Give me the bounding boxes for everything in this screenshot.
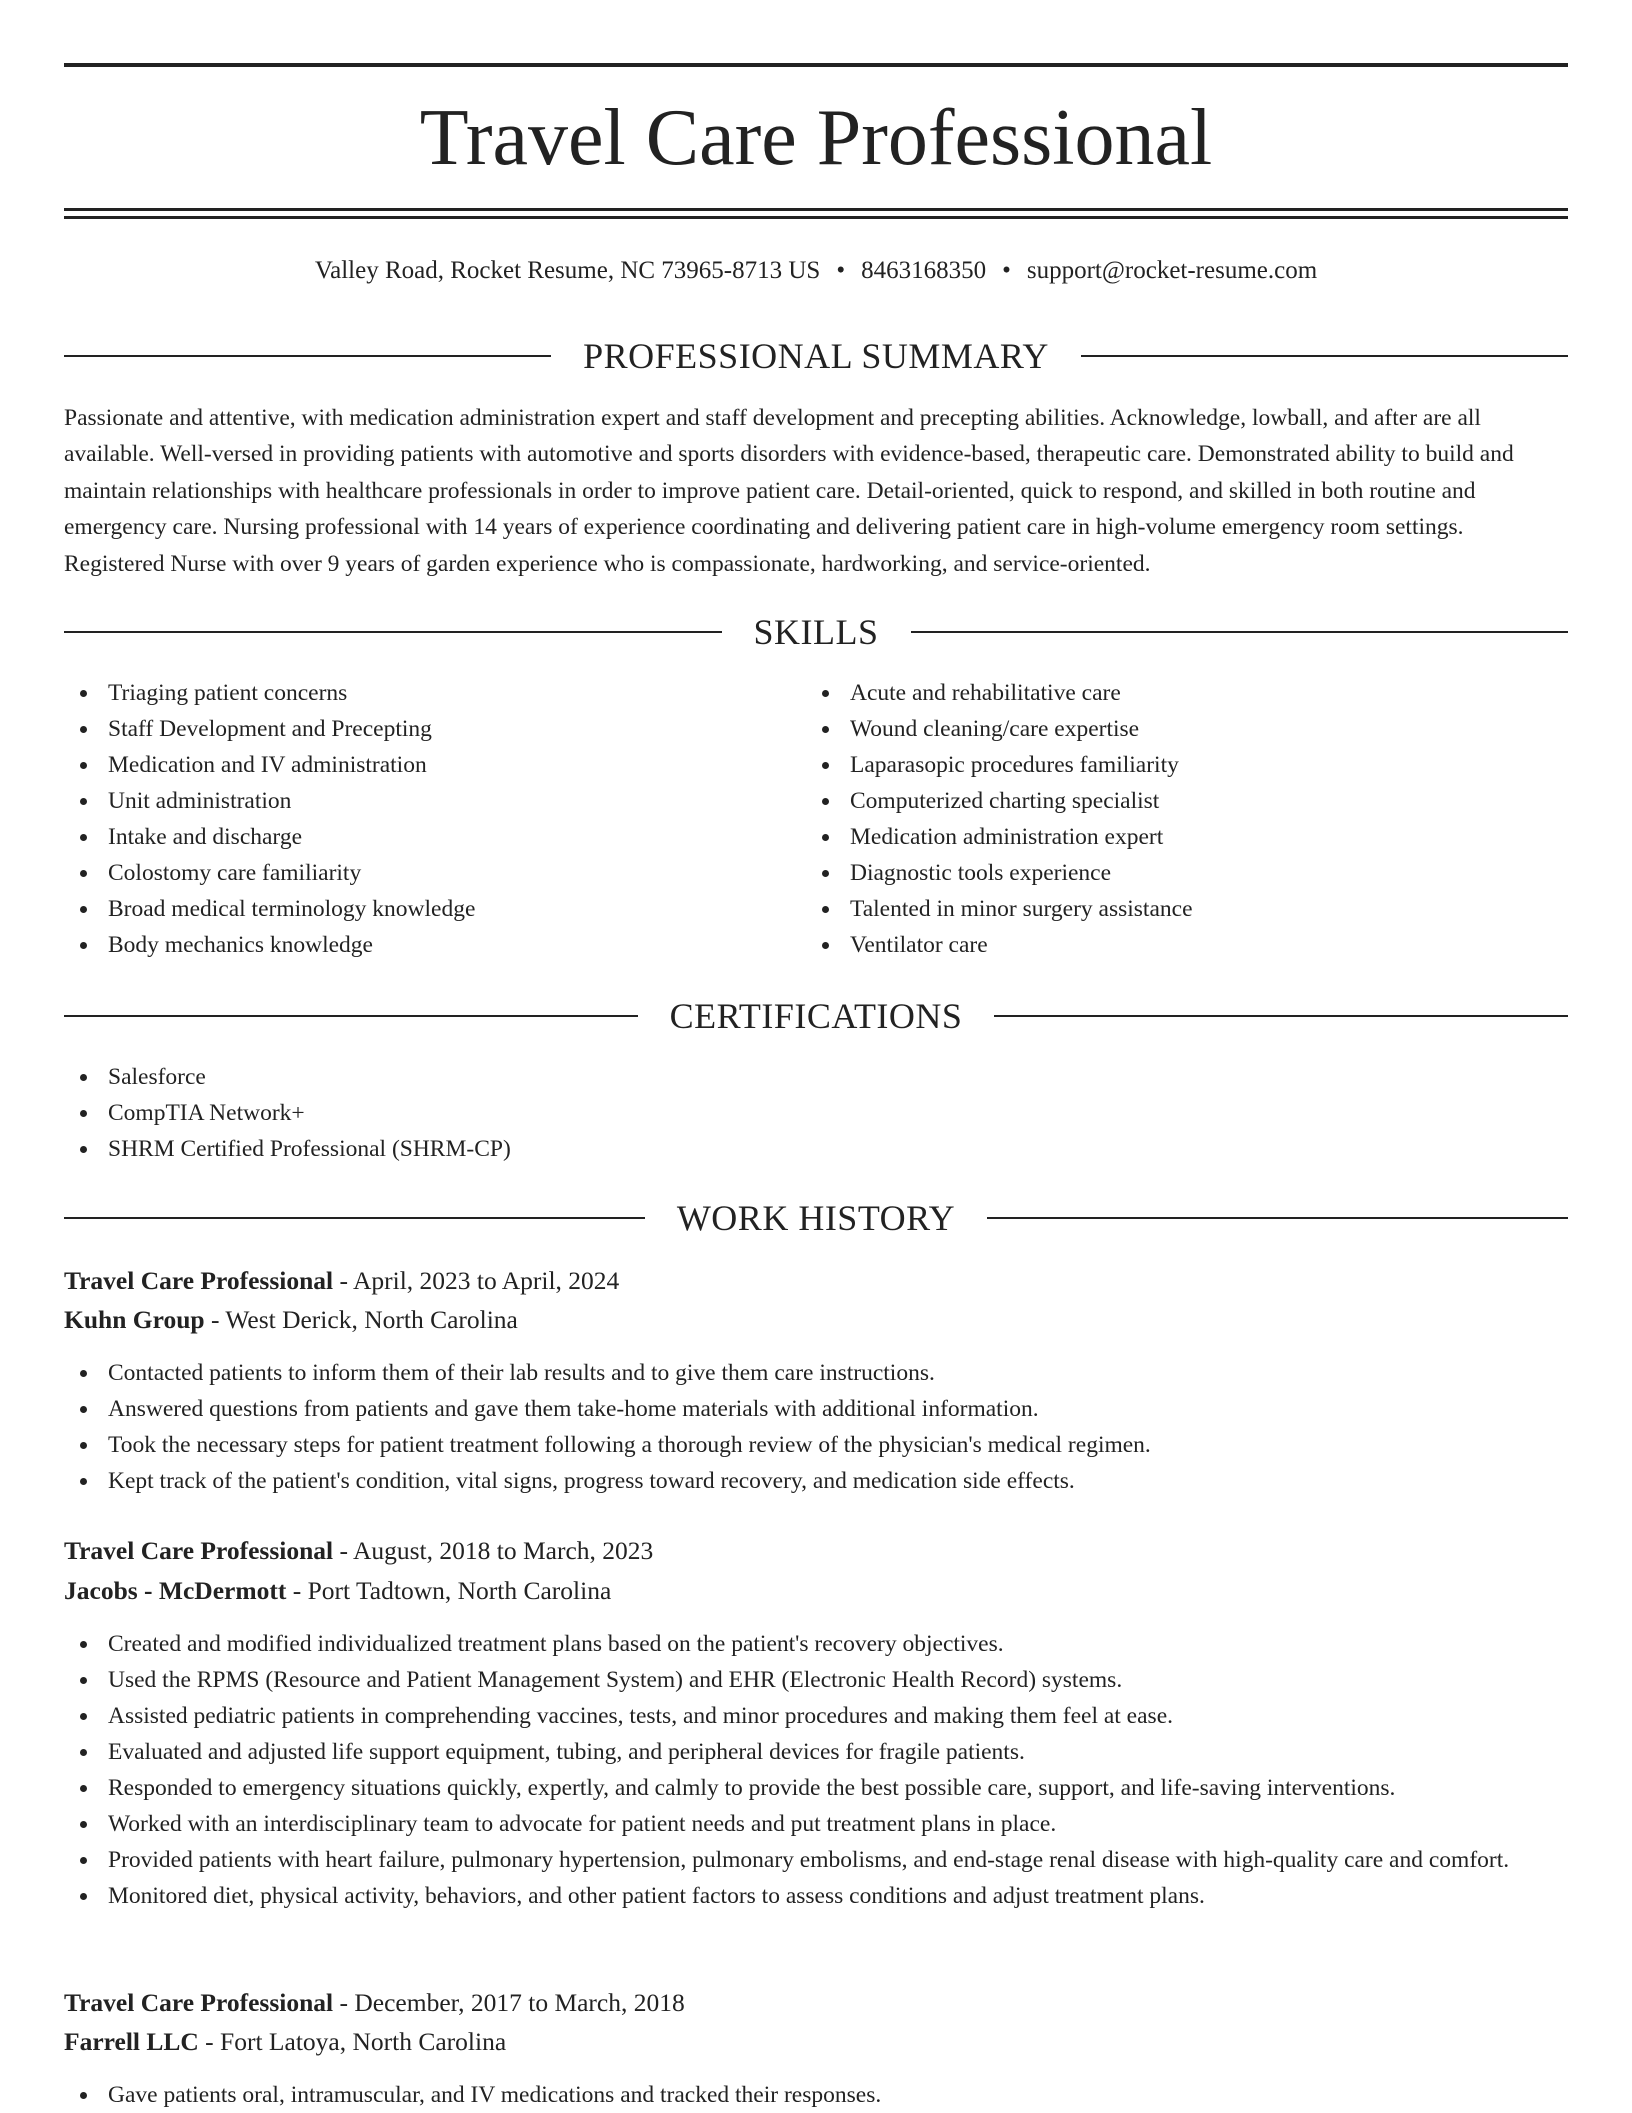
job-company-line xyxy=(64,1573,1568,1609)
job-location: - Fort Latoya, North Carolina xyxy=(198,2027,507,2056)
job-dates: - December, 2017 to March, 2018 xyxy=(333,1988,685,2017)
skill-item: Diagnostic tools experience xyxy=(806,855,1566,891)
divider xyxy=(64,355,551,357)
contact-line xyxy=(64,254,1568,288)
section-heading-summary xyxy=(64,334,1568,378)
skill-item: Acute and rehabilitative care xyxy=(806,675,1566,711)
section-title: SKILLS xyxy=(753,612,879,652)
skill-item: Triaging patient concerns xyxy=(64,675,804,711)
contact-email: support@rocket-resume.com xyxy=(1026,257,1318,284)
job-bullet: Contacted patients to inform them of their lab results and to give them care instructions. xyxy=(64,1355,1568,1391)
job-bullet: Evaluated and adjusted life support equipment, tubing, and peripheral devices for fragile patients. xyxy=(64,1734,1568,1770)
skill-item: Wound cleaning/care expertise xyxy=(806,711,1566,747)
job-bullets xyxy=(64,2077,1568,2113)
page-title: Travel Care Professional xyxy=(419,94,1213,182)
job-bullet: Used the RPMS (Resource and Patient Management System) and EHR (Electronic Health Record) systems. xyxy=(64,1662,1568,1698)
section-title: WORK HISTORY xyxy=(676,1198,956,1238)
job-bullet: Worked with an interdisciplinary team to advocate for patient needs and put treatment plans in place. xyxy=(64,1806,1568,1842)
certification-item: CompTIA Network+ xyxy=(64,1095,1568,1131)
section-heading-skills xyxy=(64,610,1568,654)
skills-list-right xyxy=(806,675,1566,963)
job-title: Travel Care Professional xyxy=(64,1536,334,1565)
job-location: - Port Tadtown, North Carolina xyxy=(286,1576,612,1605)
certification-item: Salesforce xyxy=(64,1059,1568,1095)
job-title-line xyxy=(64,1263,1568,1299)
job-bullet: Responded to emergency situations quickly, expertly, and calmly to provide the best possible care, support, and life-saving interventions. xyxy=(64,1770,1568,1806)
job-bullet: Created and modified individualized treatment plans based on the patient's recovery objectives. xyxy=(64,1626,1568,1662)
job-title-line xyxy=(64,1533,1568,1569)
skill-item: Medication administration expert xyxy=(806,819,1566,855)
skills-list-left xyxy=(64,675,804,963)
skill-item: Medication and IV administration xyxy=(64,747,804,783)
contact-separator: • xyxy=(836,257,846,284)
skill-item: Body mechanics knowledge xyxy=(64,927,804,963)
divider xyxy=(64,1015,638,1017)
title-rule-lower xyxy=(64,216,1568,219)
job-location: - West Derick, North Carolina xyxy=(204,1305,518,1334)
job-bullets xyxy=(64,1626,1568,1914)
title-rule-upper xyxy=(64,208,1568,211)
job-dates: - August, 2018 to March, 2023 xyxy=(333,1536,654,1565)
job-company: Jacobs - McDermott xyxy=(64,1576,287,1605)
skill-item: Broad medical terminology knowledge xyxy=(64,891,804,927)
divider xyxy=(987,1217,1568,1219)
divider xyxy=(64,631,722,633)
skill-item: Computerized charting specialist xyxy=(806,783,1566,819)
section-heading-work-history xyxy=(64,1196,1568,1240)
skill-item: Laparasopic procedures familiarity xyxy=(806,747,1566,783)
section-title: PROFESSIONAL SUMMARY xyxy=(583,336,1049,376)
contact-phone: 8463168350 xyxy=(861,257,987,284)
divider xyxy=(64,1217,645,1219)
job-bullet: Answered questions from patients and gave them take-home materials with additional information. xyxy=(64,1391,1568,1427)
skill-item: Colostomy care familiarity xyxy=(64,855,804,891)
top-rule xyxy=(64,63,1568,67)
job-company: Farrell LLC xyxy=(64,2027,199,2056)
divider xyxy=(994,1015,1568,1017)
job-title: Travel Care Professional xyxy=(64,1266,334,1295)
certification-item: SHRM Certified Professional (SHRM-CP) xyxy=(64,1131,1568,1167)
divider xyxy=(1081,355,1568,357)
job-bullets xyxy=(64,1355,1568,1499)
divider xyxy=(911,631,1569,633)
skill-item: Staff Development and Precepting xyxy=(64,711,804,747)
job-company-line xyxy=(64,1302,1568,1338)
job-bullet: Assisted pediatric patients in comprehending vaccines, tests, and minor procedures and making them feel at ease. xyxy=(64,1698,1568,1734)
job-company: Kuhn Group xyxy=(64,1305,205,1334)
skill-item: Unit administration xyxy=(64,783,804,819)
section-title: CERTIFICATIONS xyxy=(669,996,963,1036)
summary-text: Passionate and attentive, with medication administration expert and staff development and precepting abilities. Acknowledge, lowball, and after are all available. Well-versed in providing patients with automotive and sports disorders with evidence-based, therapeutic care. Demonstrated ability to build and maintain relationships with healthcare professionals in order to improve patient care. Detail-oriented, quick to respond, and skilled in both routine and emergency care. Nursing professional with 14 years of experience coordinating and delivering patient care in high-volume emergency room settings. Registered Nurse with over 9 years of garden experience who is compassionate, hardworking, and service-oriented. xyxy=(64,405,1514,577)
section-heading-certifications xyxy=(64,994,1568,1038)
certifications-list xyxy=(64,1059,1568,1167)
contact-separator: • xyxy=(1002,257,1011,284)
skill-item: Ventilator care xyxy=(806,927,1566,963)
job-dates: - April, 2023 to April, 2024 xyxy=(333,1266,620,1295)
skill-item: Intake and discharge xyxy=(64,819,804,855)
contact-address: Valley Road, Rocket Resume, NC 73965-8713 US xyxy=(314,257,821,284)
skill-item: Talented in minor surgery assistance xyxy=(806,891,1566,927)
job-title-line xyxy=(64,1985,1568,2021)
job-bullet: Took the necessary steps for patient treatment following a thorough review of the physician's medical regimen. xyxy=(64,1427,1568,1463)
job-company-line xyxy=(64,2024,1568,2060)
job-bullet: Kept track of the patient's condition, vital signs, progress toward recovery, and medication side effects. xyxy=(64,1463,1568,1499)
job-bullet: Gave patients oral, intramuscular, and IV medications and tracked their responses. xyxy=(64,2077,1568,2113)
job-title: Travel Care Professional xyxy=(64,1988,334,2017)
job-bullet: Monitored diet, physical activity, behaviors, and other patient factors to assess conditions and adjust treatment plans. xyxy=(64,1878,1568,1914)
job-bullet: Provided patients with heart failure, pulmonary hypertension, pulmonary embolisms, and end-stage renal disease with high-quality care and comfort. xyxy=(64,1842,1568,1878)
